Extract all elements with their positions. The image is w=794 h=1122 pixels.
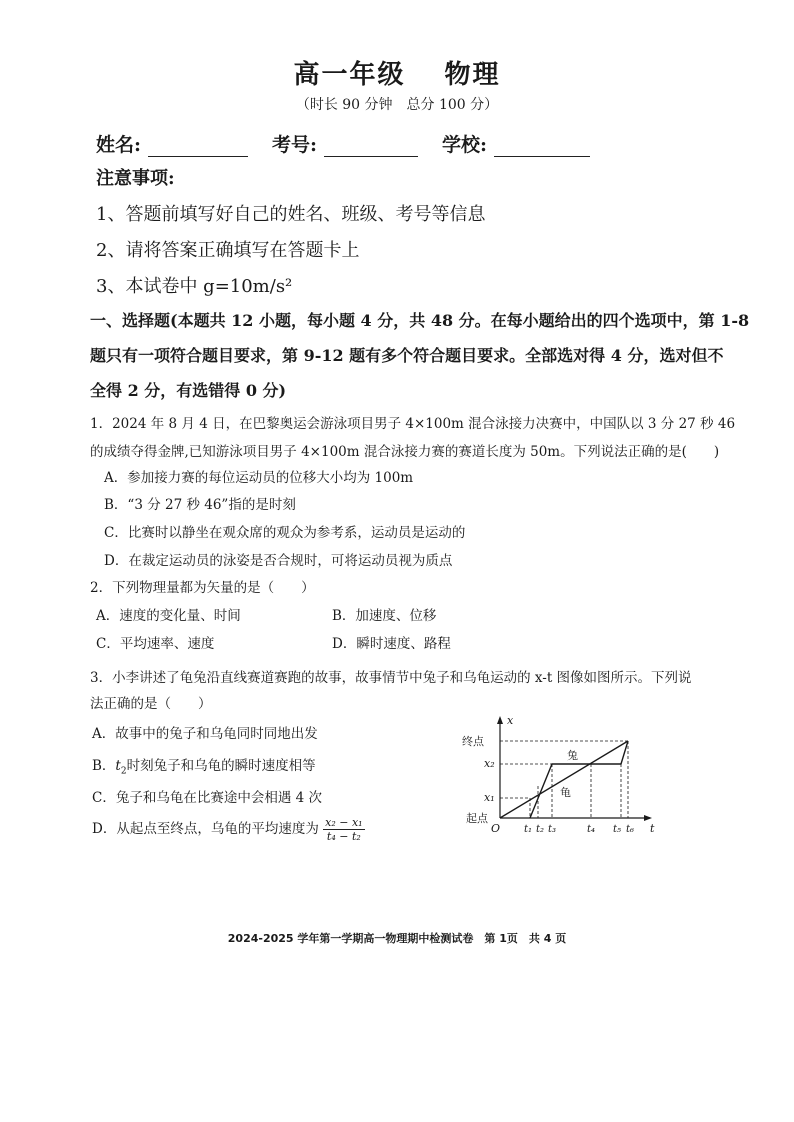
- t2-label: t₂: [536, 824, 545, 835]
- school-field: [442, 130, 590, 157]
- option-d-text: D．从起点至终点，乌龟的平均速度为: [92, 821, 319, 837]
- t5-label: t₅: [613, 824, 622, 835]
- turtle-label: 龟: [560, 786, 571, 799]
- question-2-stem: 2．下列物理量都为矢量的是（ ）: [90, 580, 315, 596]
- t1-label: t₁: [524, 824, 533, 835]
- note-item: 3、本试卷中 g=10m/s²: [96, 276, 293, 297]
- question-3-option-c: C．兔子和乌龟在比赛途中会相遇 4 次: [92, 790, 323, 806]
- x-axis-label: x: [507, 714, 514, 727]
- t-axis-arrow: [644, 815, 652, 821]
- start-label: 起点: [466, 812, 488, 825]
- question-2-option-a: A．速度的变化量、时间: [96, 608, 241, 624]
- question-1-stem: 1．2024 年 8 月 4 日，在巴黎奥运会游泳项目男子 4×100m 混合泳接力决赛中，中国队以 3 分 27 秒 46: [90, 416, 736, 432]
- question-2-option-b: B．加速度、位移: [332, 608, 437, 624]
- x1-label: x₁: [484, 791, 495, 804]
- page-title: 高一年级 物理: [293, 60, 501, 90]
- x2-label: x₂: [484, 757, 495, 770]
- fraction-denominator: t₄ − t₂: [326, 830, 361, 843]
- t4-label: t₄: [587, 824, 596, 835]
- question-3-option-d: [92, 816, 365, 843]
- question-1-option-a: A．参加接力赛的每位运动员的位移大小均为 100m: [104, 470, 414, 486]
- question-1-option-c: C．比赛时以静坐在观众席的观众为参考系，运动员是运动的: [104, 525, 466, 541]
- origin-label: O: [491, 822, 501, 835]
- option-b-var: t: [115, 758, 121, 774]
- name-field: [96, 130, 248, 157]
- rabbit-label: 兔: [567, 749, 578, 762]
- question-3-option-a: A．故事中的兔子和乌龟同时同地出发: [92, 726, 318, 742]
- question-2-option-d: D．瞬时速度、路程: [332, 636, 451, 652]
- name-label: 姓名:: [96, 134, 142, 156]
- note-item: 2、请将答案正确填写在答题卡上: [96, 240, 360, 261]
- exam-no-field: [272, 130, 418, 157]
- average-velocity-fraction: [323, 816, 364, 843]
- question-1-option-b: B．“3 分 27 秒 46”指的是时刻: [104, 497, 296, 513]
- fraction-numerator: x₂ − x₁: [325, 816, 363, 829]
- option-b-prefix: B．: [92, 758, 116, 774]
- name-blank: [148, 138, 248, 157]
- exam-no-label: 考号:: [272, 134, 318, 156]
- page-footer: 2024-2025 学年第一学期高一物理期中检测试卷 第 1页 共 4 页: [227, 932, 567, 945]
- section-instructions-line: 一、选择题(本题共 12 小题，每小题 4 分，共 48 分。在每小题给出的四个选项中，第 1-8: [90, 311, 750, 330]
- note-item: 1、答题前填写好自己的姓名、班级、考号等信息: [96, 204, 486, 225]
- exam-no-blank: [324, 138, 418, 157]
- option-b-rest: 时刻兔子和乌龟的瞬时速度相等: [126, 758, 316, 774]
- school-label: 学校:: [442, 134, 488, 156]
- notes-heading: 注意事项:: [96, 168, 175, 189]
- question-1-option-d: D．在裁定运动员的泳姿是否合规时，可将运动员视为质点: [104, 553, 453, 569]
- question-3-stem: 3．小李讲述了龟兔沿直线赛道赛跑的故事，故事情节中兔子和乌龟运动的 x-t 图像如图所示。下列说: [90, 670, 692, 686]
- question-1-stem: 的成绩夺得金牌,已知游泳项目男子 4×100m 混合泳接力赛的赛道长度为 50m。下列说法正确的是( ): [90, 444, 720, 460]
- x-axis-arrow: [497, 716, 503, 724]
- t3-label: t₃: [548, 824, 557, 835]
- school-blank: [494, 138, 590, 157]
- page-subtitle: （时长 90 分钟 总分 100 分）: [295, 97, 499, 113]
- option-b-sub: 2: [120, 766, 127, 777]
- rabbit-curve: [530, 741, 628, 818]
- t-axis-label: t: [650, 822, 655, 835]
- question-3-stem: 法正确的是（ ）: [90, 696, 212, 712]
- t6-label: t₆: [626, 824, 635, 835]
- turtle-line: [500, 741, 628, 818]
- finish-label: 终点: [462, 735, 484, 748]
- t-tick-labels: [524, 824, 634, 835]
- question-2-option-c: C．平均速率、速度: [96, 636, 215, 652]
- section-instructions-line: 全得 2 分，有选错得 0 分): [90, 381, 287, 400]
- section-instructions-line: 题只有一项符合题目要求，第 9-12 题有多个符合题目要求。全部选对得 4 分，选对但不: [90, 346, 724, 365]
- question-3-option-b: [92, 754, 316, 777]
- xt-graph: [460, 710, 670, 840]
